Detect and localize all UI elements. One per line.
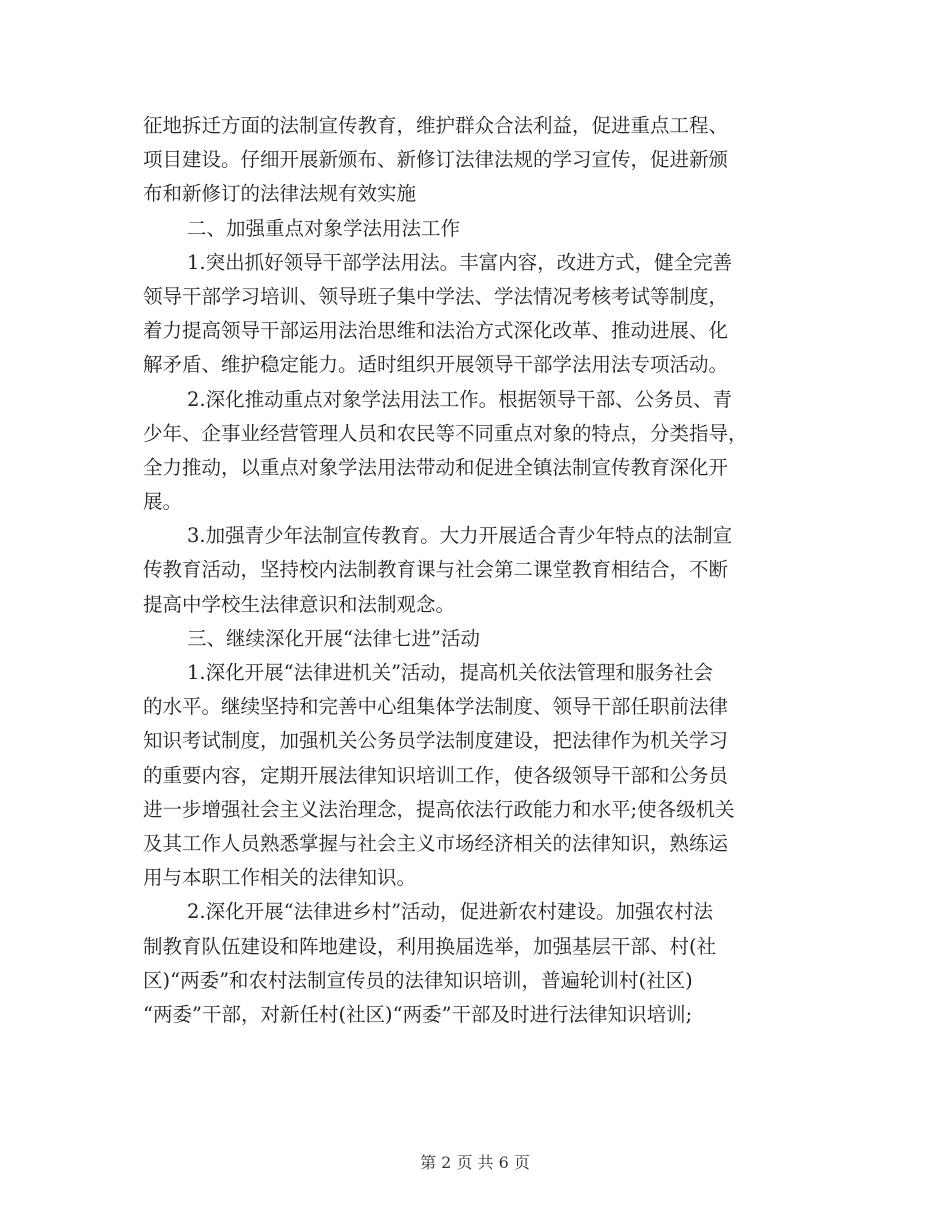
text-line: 二、加强重点对象学法用法工作 xyxy=(187,216,461,240)
text-line: 制教育队伍建设和阵地建设，利用换届选举，加强基层干部、村(社 xyxy=(143,934,717,958)
text-line: 解矛盾、维护稳定能力。适时组织开展领导干部学法用法专项活动。 xyxy=(143,353,729,377)
text-line: 2.深化推动重点对象学法用法工作。根据领导干部、公务员、青 xyxy=(187,387,733,411)
document-body xyxy=(143,109,811,1032)
text-line: 3.加强青少年法制宣传教育。大力开展适合青少年特点的法制宣 xyxy=(187,524,733,548)
text-line: 全力推动，以重点对象学法用法带动和促进全镇法制宣传教育深化开 xyxy=(143,455,729,479)
text-line: 提高中学校生法律意识和法制观念。 xyxy=(143,592,456,616)
text-line: 2.深化开展“法律进乡村”活动，促进新农村建设。加强农村法 xyxy=(187,900,714,924)
text-line: 项目建设。仔细开展新颁布、新修订法律法规的学习宣传，促进新颁 xyxy=(143,148,729,172)
text-line: 进一步增强社会主义法治理念，提高依法行政能力和水平;使各级机关 xyxy=(143,797,735,821)
text-line: 用与本职工作相关的法律知识。 xyxy=(143,866,417,890)
text-line: “两委”干部，对新任村(社区)“两委”干部及时进行法律知识培训; xyxy=(143,1002,693,1026)
text-line: 三、继续深化开展“法律七进”活动 xyxy=(187,626,480,650)
text-line: 领导干部学习培训、领导班子集中学法、学法情况考核考试等制度， xyxy=(143,284,729,308)
text-line: 区)“两委”和农村法制宣传员的法律知识培训，普遍轮训村(社区) xyxy=(143,968,693,992)
text-line: 着力提高领导干部运用法治思维和法治方式深化改革、推动进展、化 xyxy=(143,319,729,343)
text-line: 的水平。继续坚持和完善中心组集体学法制度、领导干部任职前法律 xyxy=(143,695,729,719)
page-number-footer: 第 2 页 共 6 页 xyxy=(420,1153,530,1172)
text-line: 布和新修订的法律法规有效实施 xyxy=(143,182,417,206)
text-line: 传教育活动，坚持校内法制教育课与社会第二课堂教育相结合，不断 xyxy=(143,558,729,582)
text-line: 的重要内容，定期开展法律知识培训工作，使各级领导干部和公务员 xyxy=(143,763,729,787)
text-line: 及其工作人员熟悉掌握与社会主义市场经济相关的法律知识，熟练运 xyxy=(143,831,729,855)
text-line: 展。 xyxy=(143,490,183,514)
text-line: 知识考试制度，加强机关公务员学法制度建设，把法律作为机关学习 xyxy=(143,729,729,753)
text-line: 1.深化开展“法律进机关”活动，提高机关依法管理和服务社会 xyxy=(187,661,714,684)
text-line: 征地拆迁方面的法制宣传教育，维护群众合法利益，促进重点工程、 xyxy=(143,114,729,137)
text-line: 1.突出抓好领导干部学法用法。丰富内容，改进方式，健全完善 xyxy=(187,250,733,274)
text-line: 少年、企事业经营管理人员和农民等不同重点对象的特点，分类指导， xyxy=(143,421,748,445)
